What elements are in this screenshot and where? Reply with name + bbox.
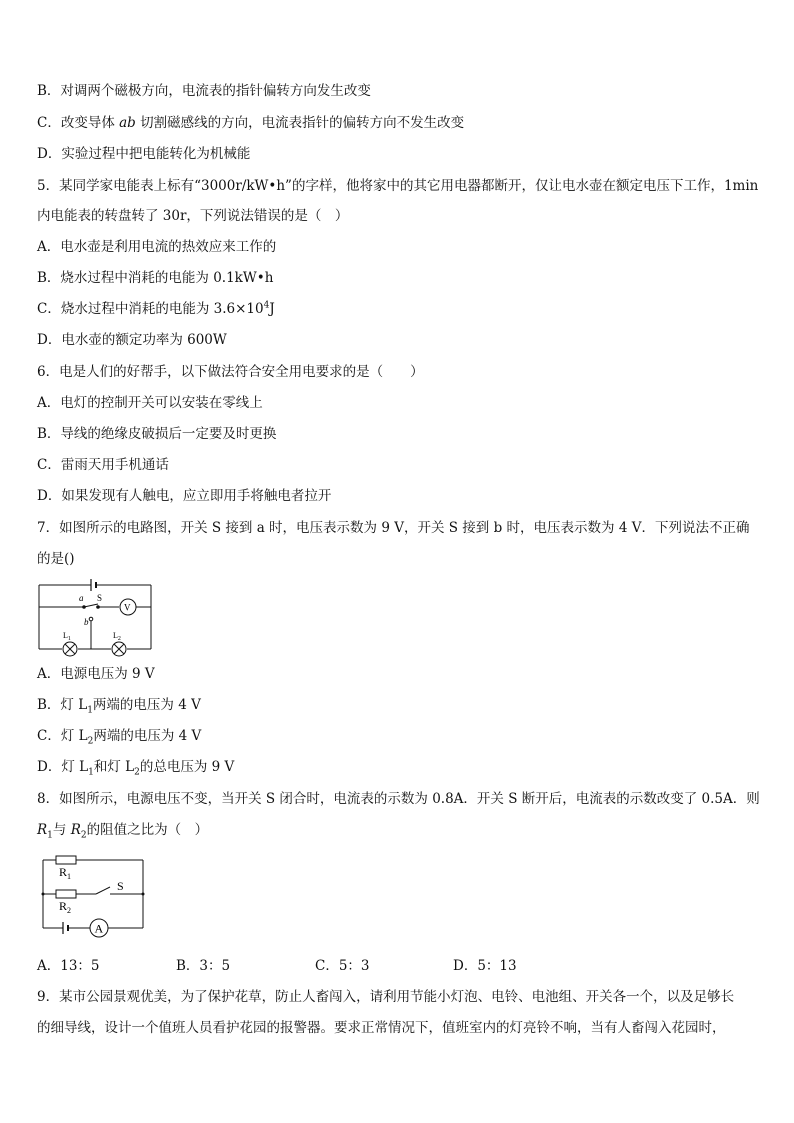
resistor-r2-label <box>59 899 71 915</box>
switch-contact <box>89 617 93 621</box>
text: 两端的电压为 4 V <box>93 728 202 744</box>
q6-stem: 6．电是人们的好帮手，以下做法符合安全用电要求的是（ ） <box>37 364 424 380</box>
variable-r: R <box>70 822 81 838</box>
text: L <box>63 631 68 640</box>
q6-option-a: A．电灯的控制开关可以安装在零线上 <box>37 395 263 411</box>
q7-option-a: A．电源电压为 9 V <box>37 666 155 682</box>
text: B．灯 L <box>37 697 88 713</box>
q7-stem-line2: 的是() <box>37 551 75 567</box>
text: J <box>269 301 275 317</box>
junction-dot <box>142 893 145 896</box>
subscript: 2 <box>134 767 140 778</box>
q4-option-b: B．对调两个磁极方向，电流表的指针偏转方向发生改变 <box>37 83 371 99</box>
subscript: 1 <box>67 872 72 881</box>
q7-stem-line1: 7．如图所示的电路图，开关 S 接到 a 时，电压表示数为 9 V，开关 S 接到 b 时，电压表示数为 4 V．下列说法不正确 <box>37 520 750 536</box>
text: 的总电压为 9 V <box>139 759 235 775</box>
subscript: 1 <box>87 705 93 716</box>
text: D．灯 L <box>37 759 89 775</box>
q5-stem-line1: 5．某同学家电能表上标有“3000r/kW•h”的字样，他将家中的其它用电器都断开，仅让电水壶在额定电压下工作，1min <box>37 178 759 194</box>
q8-option-d: D．5：13 <box>453 958 517 974</box>
text: 与 <box>52 822 71 838</box>
q8-option-b: B．3：5 <box>176 958 231 974</box>
q5-option-b: B．烧水过程中消耗的电能为 0.1kW•h <box>37 270 274 286</box>
q7-circuit-diagram <box>34 572 156 660</box>
superscript: 4 <box>263 300 270 311</box>
subscript: 1 <box>67 636 71 642</box>
variable-ab: ab <box>119 115 136 131</box>
subscript: 2 <box>87 736 94 747</box>
q6-option-c: C．雷雨天用手机通话 <box>37 457 169 473</box>
text: L <box>113 631 118 640</box>
text: C．改变导体 <box>37 115 120 131</box>
text: 两端的电压为 4 V <box>92 697 201 713</box>
q5-option-a: A．电水壶是利用电流的热效应来工作的 <box>37 239 277 255</box>
text: C．灯 L <box>37 728 88 744</box>
text: C．烧水过程中消耗的电能为 3.6×10 <box>37 301 264 317</box>
label-s: S <box>97 593 103 603</box>
text: 和灯 L <box>93 759 135 775</box>
text: 切割磁感线的方向，电流表指针的偏转方向不发生改变 <box>135 115 465 131</box>
text: R <box>59 899 68 913</box>
junction-dot <box>96 605 100 609</box>
switch-label: S <box>117 879 124 893</box>
q5-stem-line2: 内电能表的转盘转了 30r，下列说法错误的是（ ） <box>37 208 349 224</box>
text: 的阻值之比为（ ） <box>86 822 209 838</box>
subscript: 1 <box>47 830 53 841</box>
lamp-l2-label <box>113 631 121 642</box>
q7-option-d <box>37 757 234 777</box>
q8-option-c: C．5：3 <box>315 958 370 974</box>
q7-option-c <box>37 726 201 746</box>
label-b: b <box>84 617 89 627</box>
q7-option-b <box>37 695 201 715</box>
resistor-r1-label <box>59 865 71 881</box>
ammeter-label: A <box>94 921 104 936</box>
q6-option-d: D．如果发现有人触电，应立即用手将触电者拉开 <box>37 488 332 504</box>
q9-stem-line1: 9．某市公园景观优美，为了保护花草，防止人畜闯入，请利用节能小灯泡、电铃、电池组、开关各一个，以及足够长 <box>37 989 735 1005</box>
q8-circuit-diagram <box>38 850 150 942</box>
q8-option-a: A．13：5 <box>37 958 100 974</box>
text: R <box>59 865 68 879</box>
q5-option-c <box>37 299 275 319</box>
subscript: 1 <box>88 767 94 778</box>
lamp-l1-label <box>63 631 71 642</box>
junction-dot <box>42 893 45 896</box>
subscript: 2 <box>80 830 87 841</box>
voltmeter-label: V <box>124 602 131 613</box>
junction-dot <box>82 605 86 609</box>
subscript: 2 <box>117 636 121 642</box>
label-a: a <box>79 593 84 603</box>
q8-stem-line1: 8．如图所示，电源电压不变，当开关 S 闭合时，电流表的示数为 0.8A．开关 S 断开后，电流表的示数改变了 0.5A．则 <box>37 791 760 807</box>
variable-r: R <box>37 822 48 838</box>
q4-option-d: D．实验过程中把电能转化为机械能 <box>37 146 251 162</box>
q8-stem-line2 <box>37 820 208 840</box>
q5-option-d: D．电水壶的额定功率为 600W <box>37 332 227 348</box>
q6-option-b: B．导线的绝缘皮破损后一定要及时更换 <box>37 426 277 442</box>
q9-stem-line2: 的细导线，设计一个值班人员看护花园的报警器。要求正常情况下，值班室内的灯亮铃不响，当有人畜闯入花园时， <box>37 1020 726 1036</box>
subscript: 2 <box>67 906 72 915</box>
q4-option-c <box>37 113 464 133</box>
